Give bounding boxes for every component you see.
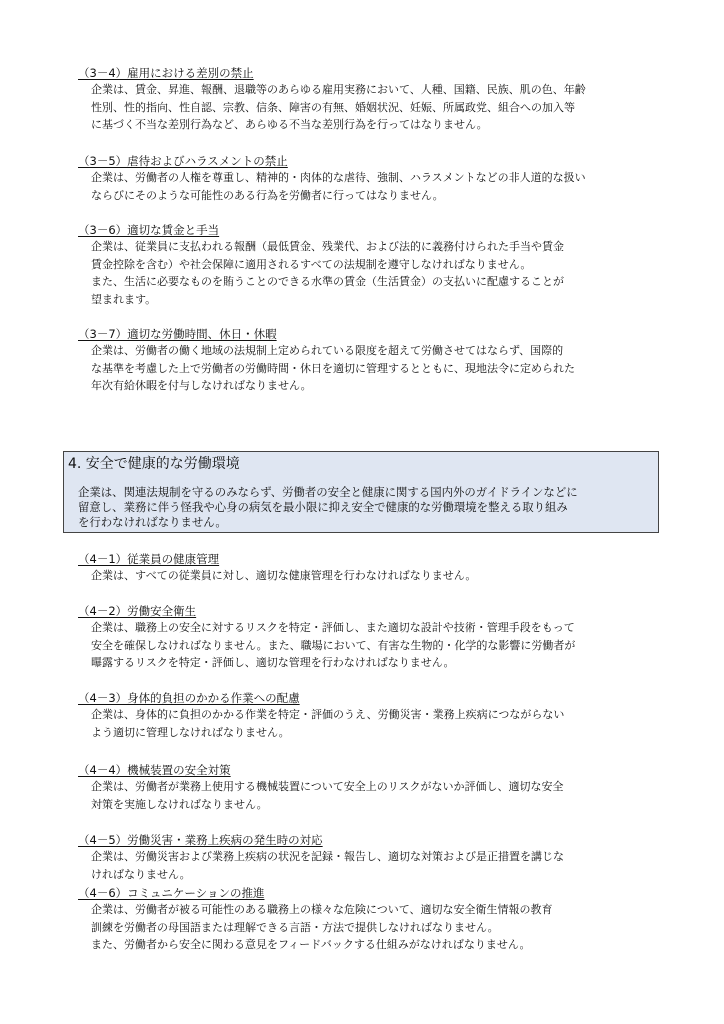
section-heading: （4－1）従業員の健康管理: [78, 552, 220, 566]
section-heading: （3－7）適切な労働時間、休日・休暇: [78, 327, 277, 341]
body-line: 企業は、職務上の安全に対するリスクを特定・評価し、また適切な設計や技術・管理手段をもって: [91, 621, 575, 634]
body-line: また、労働者から安全に関わる意見をフィードバックする仕組みがなければなりません。: [91, 938, 531, 952]
intro-line: 企業は、関連法規制を守るのみならず、労働者の安全と健康に関する国内外のガイドラインなどに: [78, 485, 578, 499]
intro-line: を行わなければなりません。: [78, 515, 227, 529]
section-3-5: [78, 153, 658, 204]
section-body: [78, 778, 658, 813]
section-heading: （4－3）身体的負担のかかる作業への配慮: [78, 691, 300, 705]
body-line: 企業は、労働災害および業務上疾病の状況を記録・報告し、適切な対策および是正措置を講じな: [91, 850, 564, 863]
body-line: 年次有給休暇を付与しなければなりません。: [91, 379, 312, 393]
body-line: 企業は、労働者が被る可能性のある職務上の様々な危険について、適切な安全衛生情報の教育: [91, 903, 553, 916]
section-body: [78, 901, 658, 954]
section-heading: （4－6）コミュニケーションの推進: [78, 886, 265, 900]
body-line: 性別、性的指向、性自認、宗教、信条、障害の有無、婚姻状況、妊娠、所属政党、組合への加入等: [91, 100, 575, 114]
section-4-5: [78, 832, 658, 883]
intro-line: 留意し、業務に伴う怪我や心身の病気を最小限に抑え安全で健康的な労働環境を整える取り組み: [78, 500, 568, 514]
body-line: よう適切に管理しなければなりません。: [91, 725, 290, 739]
body-line: 訓練を労働者の母国語または理解できる言語・方法で提供しなければなりません。: [91, 920, 499, 934]
body-line: 曝露するリスクを特定・評価し、適切な管理を行わなければなりません。: [91, 656, 455, 670]
body-line: 望まれます。: [91, 292, 157, 306]
body-line: 賃金控除を含む）や社会保障に適用されるすべての法規制を遵守しなければなりません。: [91, 257, 532, 271]
section-heading: （4－4）機械装置の安全対策: [78, 763, 231, 777]
section-body: [78, 238, 658, 308]
body-line: 企業は、すべての従業員に対し、適切な健康管理を行わなければなりません。: [91, 569, 477, 582]
section-body: [78, 567, 658, 585]
section-heading: （4－2）労働安全衛生: [78, 604, 197, 618]
body-line: な基準を考慮した上で労働者の労働時間・休日を適切に管理するとともに、現地法令に定められた: [91, 361, 575, 375]
section-body: [78, 706, 658, 741]
section-4-6: [78, 885, 658, 954]
body-line: 安全を確保しなければなりません。また、職場において、有害な生物的・化学的な影響に労働者が: [91, 638, 576, 652]
body-line: 対策を実施しなければなりません。: [91, 797, 268, 811]
section-body: [78, 169, 658, 204]
body-line: 企業は、労働者の人権を尊重し、精神的・肉体的な虐待、強制、ハラスメントなどの非人道的な扱い: [91, 171, 586, 184]
body-line: 企業は、従業員に支払われる報酬（最低賃金、残業代、および法的に義務付けられた手当や賃金: [91, 240, 564, 253]
body-line: 企業は、労働者が業務上使用する機械装置について安全上のリスクがないか評価し、適切な安全: [91, 780, 564, 793]
section-body: [78, 619, 658, 672]
body-line: に基づく不当な差別行為など、あらゆる不当な差別行為を行ってはなりません。: [91, 118, 488, 132]
section-body: [78, 342, 658, 395]
section-heading: （3－4）雇用における差別の禁止: [78, 66, 254, 80]
chapter-intro: [78, 485, 578, 530]
chapter-4-box: [63, 451, 659, 533]
section-body: [78, 848, 658, 883]
section-4-4: [78, 762, 658, 813]
chapter-title: 4. 安全で健康的な労働環境: [68, 456, 240, 472]
body-line: ければなりません。: [91, 867, 191, 881]
section-4-2: [78, 603, 658, 672]
section-4-3: [78, 690, 658, 741]
body-line: 企業は、賃金、昇進、報酬、退職等のあらゆる雇用実務において、人種、国籍、民族、肌の色、年齢: [91, 83, 586, 96]
section-heading: （3－5）虐待およびハラスメントの禁止: [78, 154, 288, 168]
body-line: ならびにそのような可能性のある行為を労働者に行ってはなりません。: [91, 188, 444, 202]
section-3-7: [78, 326, 658, 395]
body-line: 企業は、労働者の働く地域の法規制上定められている限度を超えて労働させてはならず、国際的: [91, 344, 564, 357]
section-4-1: [78, 551, 658, 585]
section-3-6: [78, 222, 658, 308]
body-line: また、生活に必要なものを賄うことのできる水準の賃金（生活賃金）の支払いに配慮することが: [91, 275, 564, 289]
body-line: 企業は、身体的に負担のかかる作業を特定・評価のうえ、労働災害・業務上疾病につながらない: [91, 708, 565, 721]
section-heading: （4－5）労働災害・業務上疾病の発生時の対応: [78, 833, 323, 847]
section-heading: （3－6）適切な賃金と手当: [78, 223, 220, 237]
section-body: [78, 81, 658, 134]
section-3-4: [78, 65, 658, 134]
